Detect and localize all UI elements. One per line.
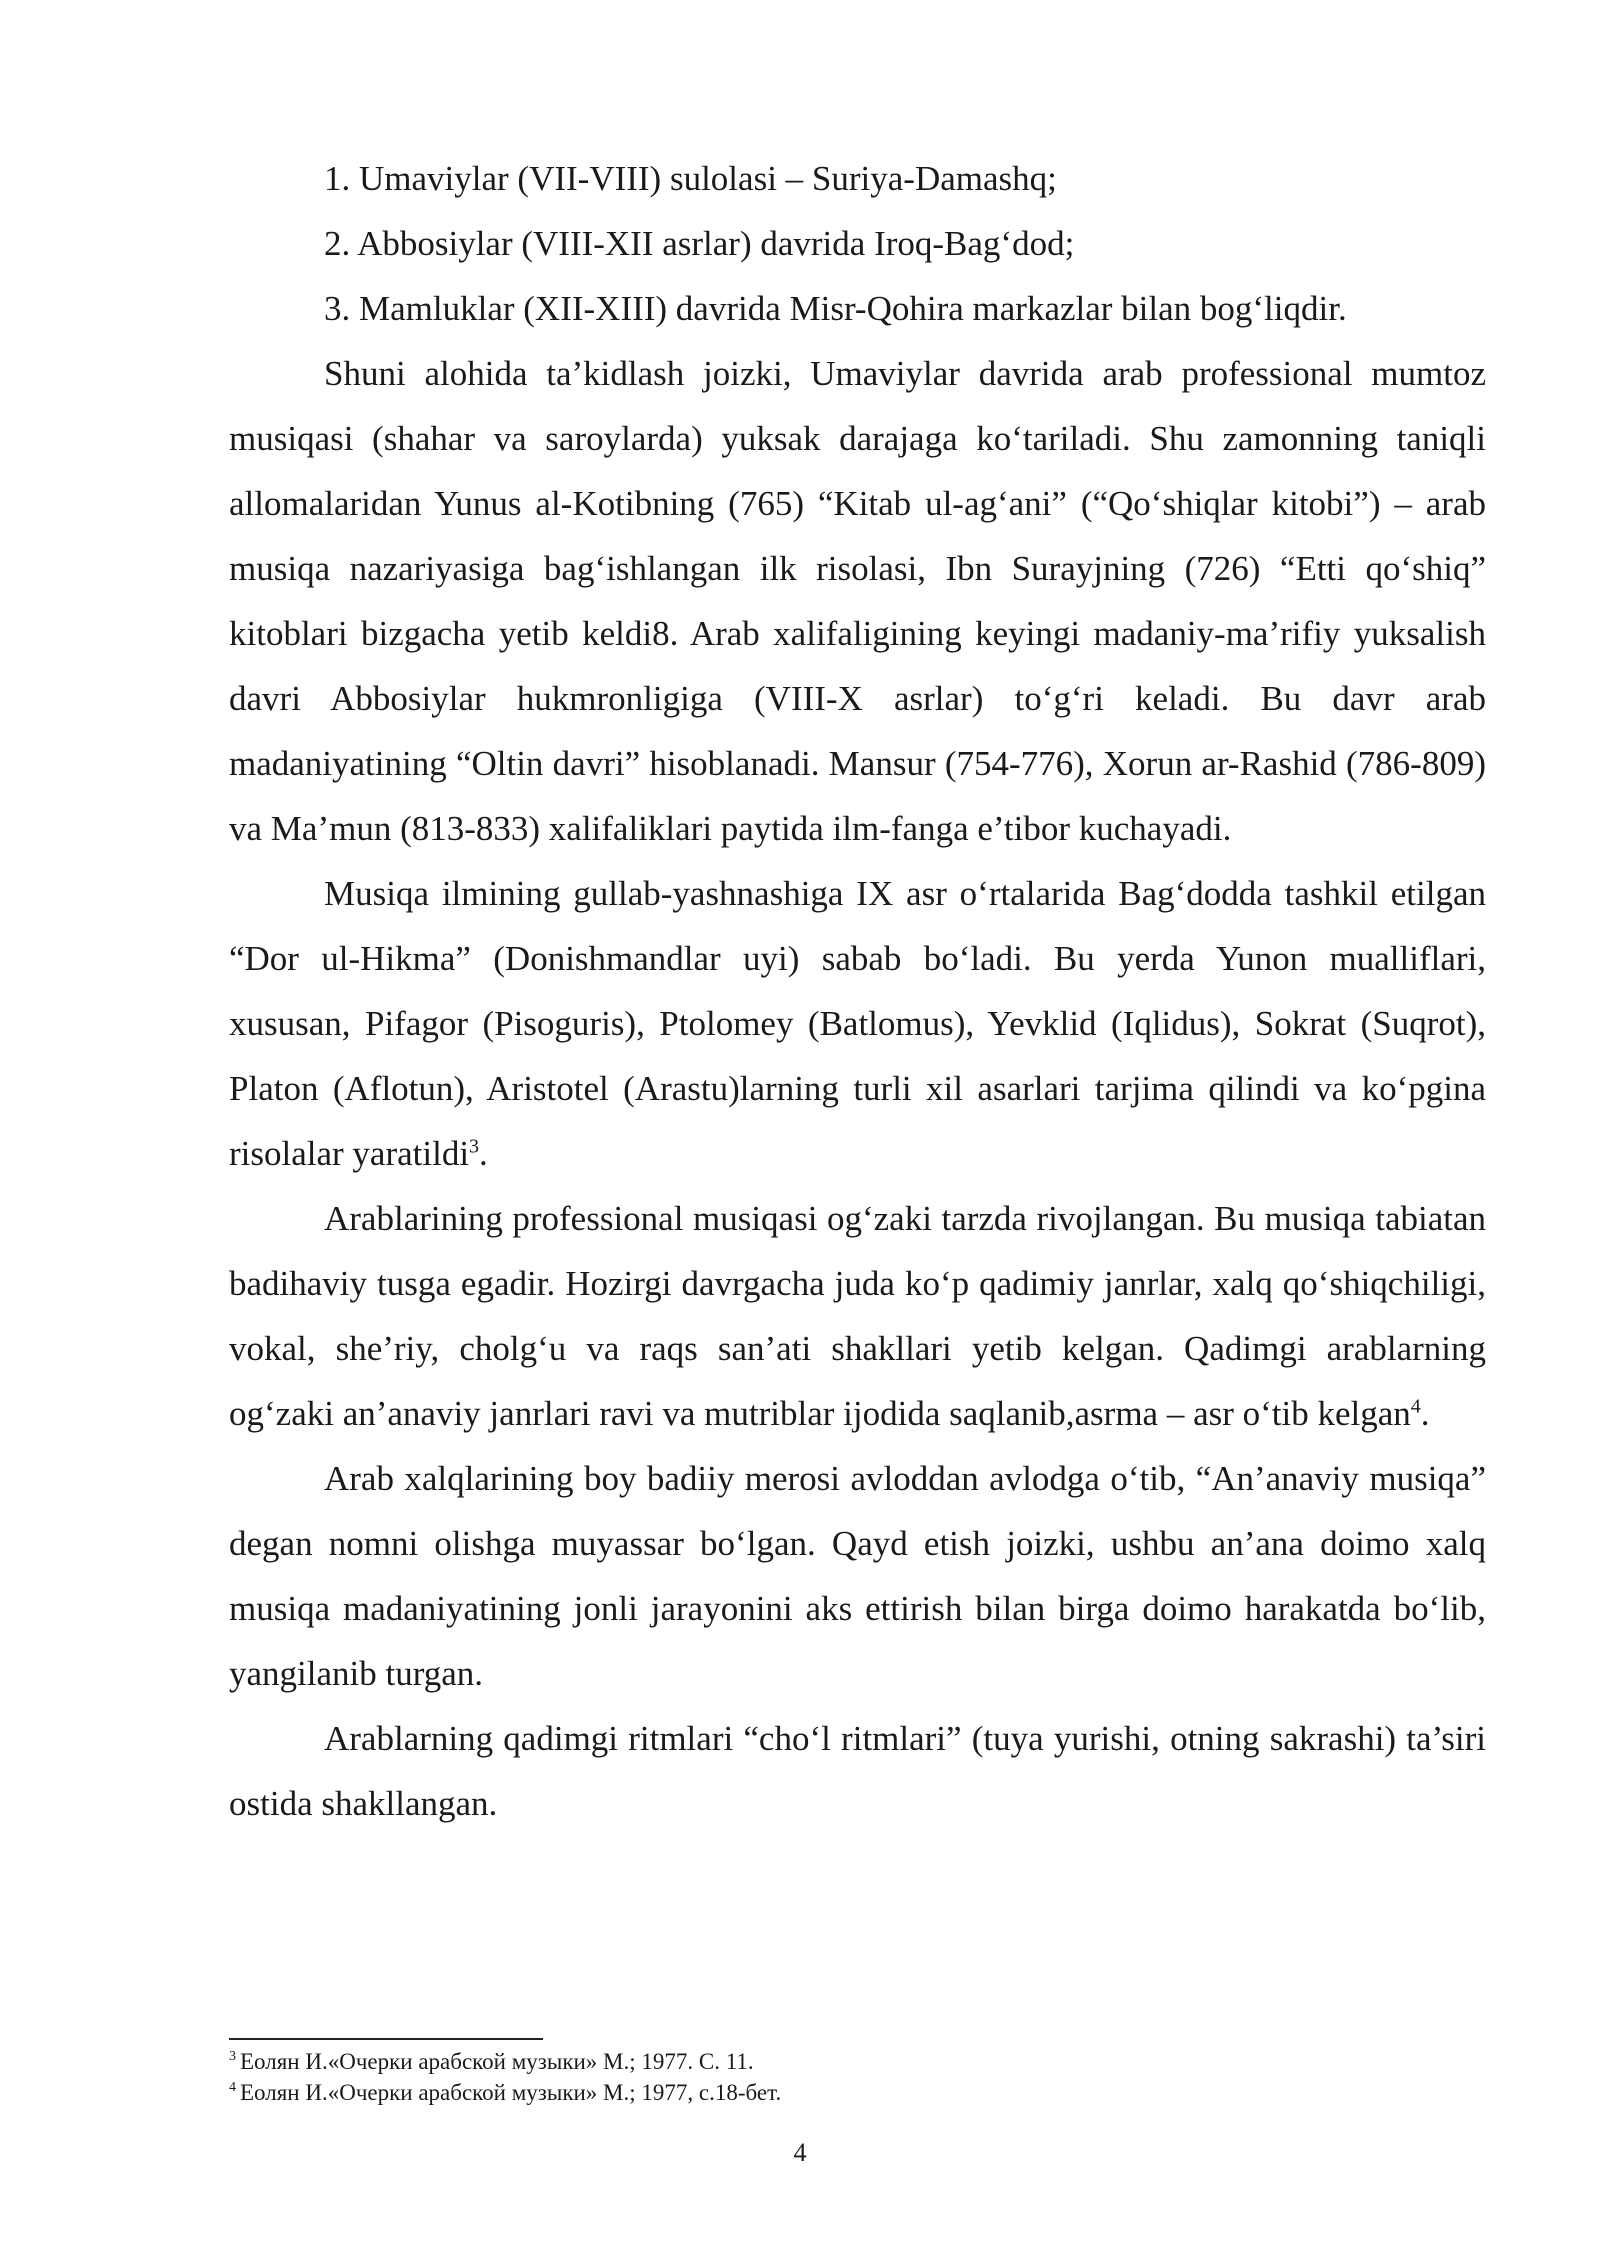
paragraph-3-text: Arablarining professional musiqasi og‘zaki tarzda rivojlangan. Bu musiqa tabiatan badihaviy tusga egadir. Hozirgi davrgacha juda ko‘p qadimiy janrlar, xalq qo‘shiqchiligi, vokal, she’riy, cholg‘u va raqs san’ati shakllari yetib kelgan. Qadimgi arablarning og‘zaki an’anaviy janrlari ravi va mutriblar ijodida saqlanib,asrma – asr o‘tib kelgan [229, 1199, 1486, 1433]
footnote-text: Еолян И.«Очерки арабской музыки» М.; 1977, с.18-бет. [240, 2080, 782, 2105]
footnote-number: 4 [229, 2080, 236, 2096]
paragraph-1: Shuni alohida ta’kidlash joizki, Umaviylar davrida arab professional mumtoz musiqasi (shahar va saroylarda) yuksak darajaga ko‘tariladi. Shu zamonning taniqli allomalaridan Yunus al-Kotibning (765) “Kitab ul-ag‘ani” (“Qo‘shiqlar kitobi”) – arab musiqa nazariyasiga bag‘ishlangan ilk risolasi, Ibn Surayjning (726) “Etti qo‘shiq” kitoblari bizgacha yetib keldi8. Arab xalifaligining keyingi madaniy-ma’rifiy yuksalish davri Abbosiylar hukmronligiga (VIII-X asrlar) to‘g‘ri keladi. Bu davr arab madaniyatining “Oltin davri” hisoblanadi. Mansur (754-776), Xorun ar-Rashid (786-809) va Ma’mun (813-833) xalifaliklari paytida ilm-fanga e’tibor kuchayadi. [229, 354, 1486, 848]
list-item-3: 3. Mamluklar (XII-XIII) davrida Misr-Qohira markazlar bilan bog‘liqdir. [324, 289, 1347, 328]
paragraph-2-end: . [479, 1134, 488, 1173]
footnote-separator [229, 2038, 543, 2040]
list-item-2: 2. Abbosiylar (VIII-XII asrlar) davrida Iroq-Bag‘dod; [324, 224, 1075, 263]
list-item-1: 1. Umaviylar (VII-VIII) sulolasi – Suriya-Damashq; [324, 159, 1057, 198]
paragraph-5: Arablarning qadimgi ritmlari “cho‘l ritmlari” (tuya yurishi, otning sakrashi) ta’siri ostida shakllangan. [229, 1719, 1486, 1823]
main-text [229, 146, 1486, 1836]
footnotes [229, 2046, 1486, 2108]
paragraph-3-end: . [1420, 1394, 1430, 1433]
footnote-number: 3 [229, 2049, 236, 2065]
paragraph-2-text: Musiqa ilmining gullab-yashnashiga IX asr o‘rtalarida Bag‘dodda tashkil etilgan “Dor ul-Hikma” (Donishmandlar uyi) sabab bo‘ladi. Bu yerda Yunon mualliflari, xususan, Pifagor (Pisoguris), Ptolomey (Batlomus), Yevklid (Iqlidus), Sokrat (Suqrot), Platon (Aflotun), Aristotel (Arastu)larning turli xil asarlari tarjima qilindi va ko‘pgina risolalar yaratildi [229, 874, 1486, 1173]
paragraph-3 [229, 1186, 1486, 1446]
footnote-text: Еолян И.«Очерки арабской музыки» М.; 1977. С. 11. [240, 2049, 754, 2074]
footnote-4 [229, 2077, 1486, 2108]
paragraph-2 [229, 861, 1486, 1186]
paragraph-4: Arab xalqlarining boy badiiy merosi avloddan avlodga o‘tib, “An’anaviy musiqa” degan nomni olishga muyassar bo‘lgan. Qayd etish joizki, ushbu an’ana doimo xalq musiqa madaniyatining jonli jarayonini aks ettirish bilan birga doimo harakatda bo‘lib, yangilanib turgan. [229, 1459, 1486, 1693]
footnote-ref-3[interactable]: 3 [469, 1135, 480, 1158]
page-number: 4 [793, 2138, 807, 2167]
footnote-ref-4[interactable]: 4 [1410, 1395, 1421, 1418]
footnote-3 [229, 2046, 1486, 2077]
